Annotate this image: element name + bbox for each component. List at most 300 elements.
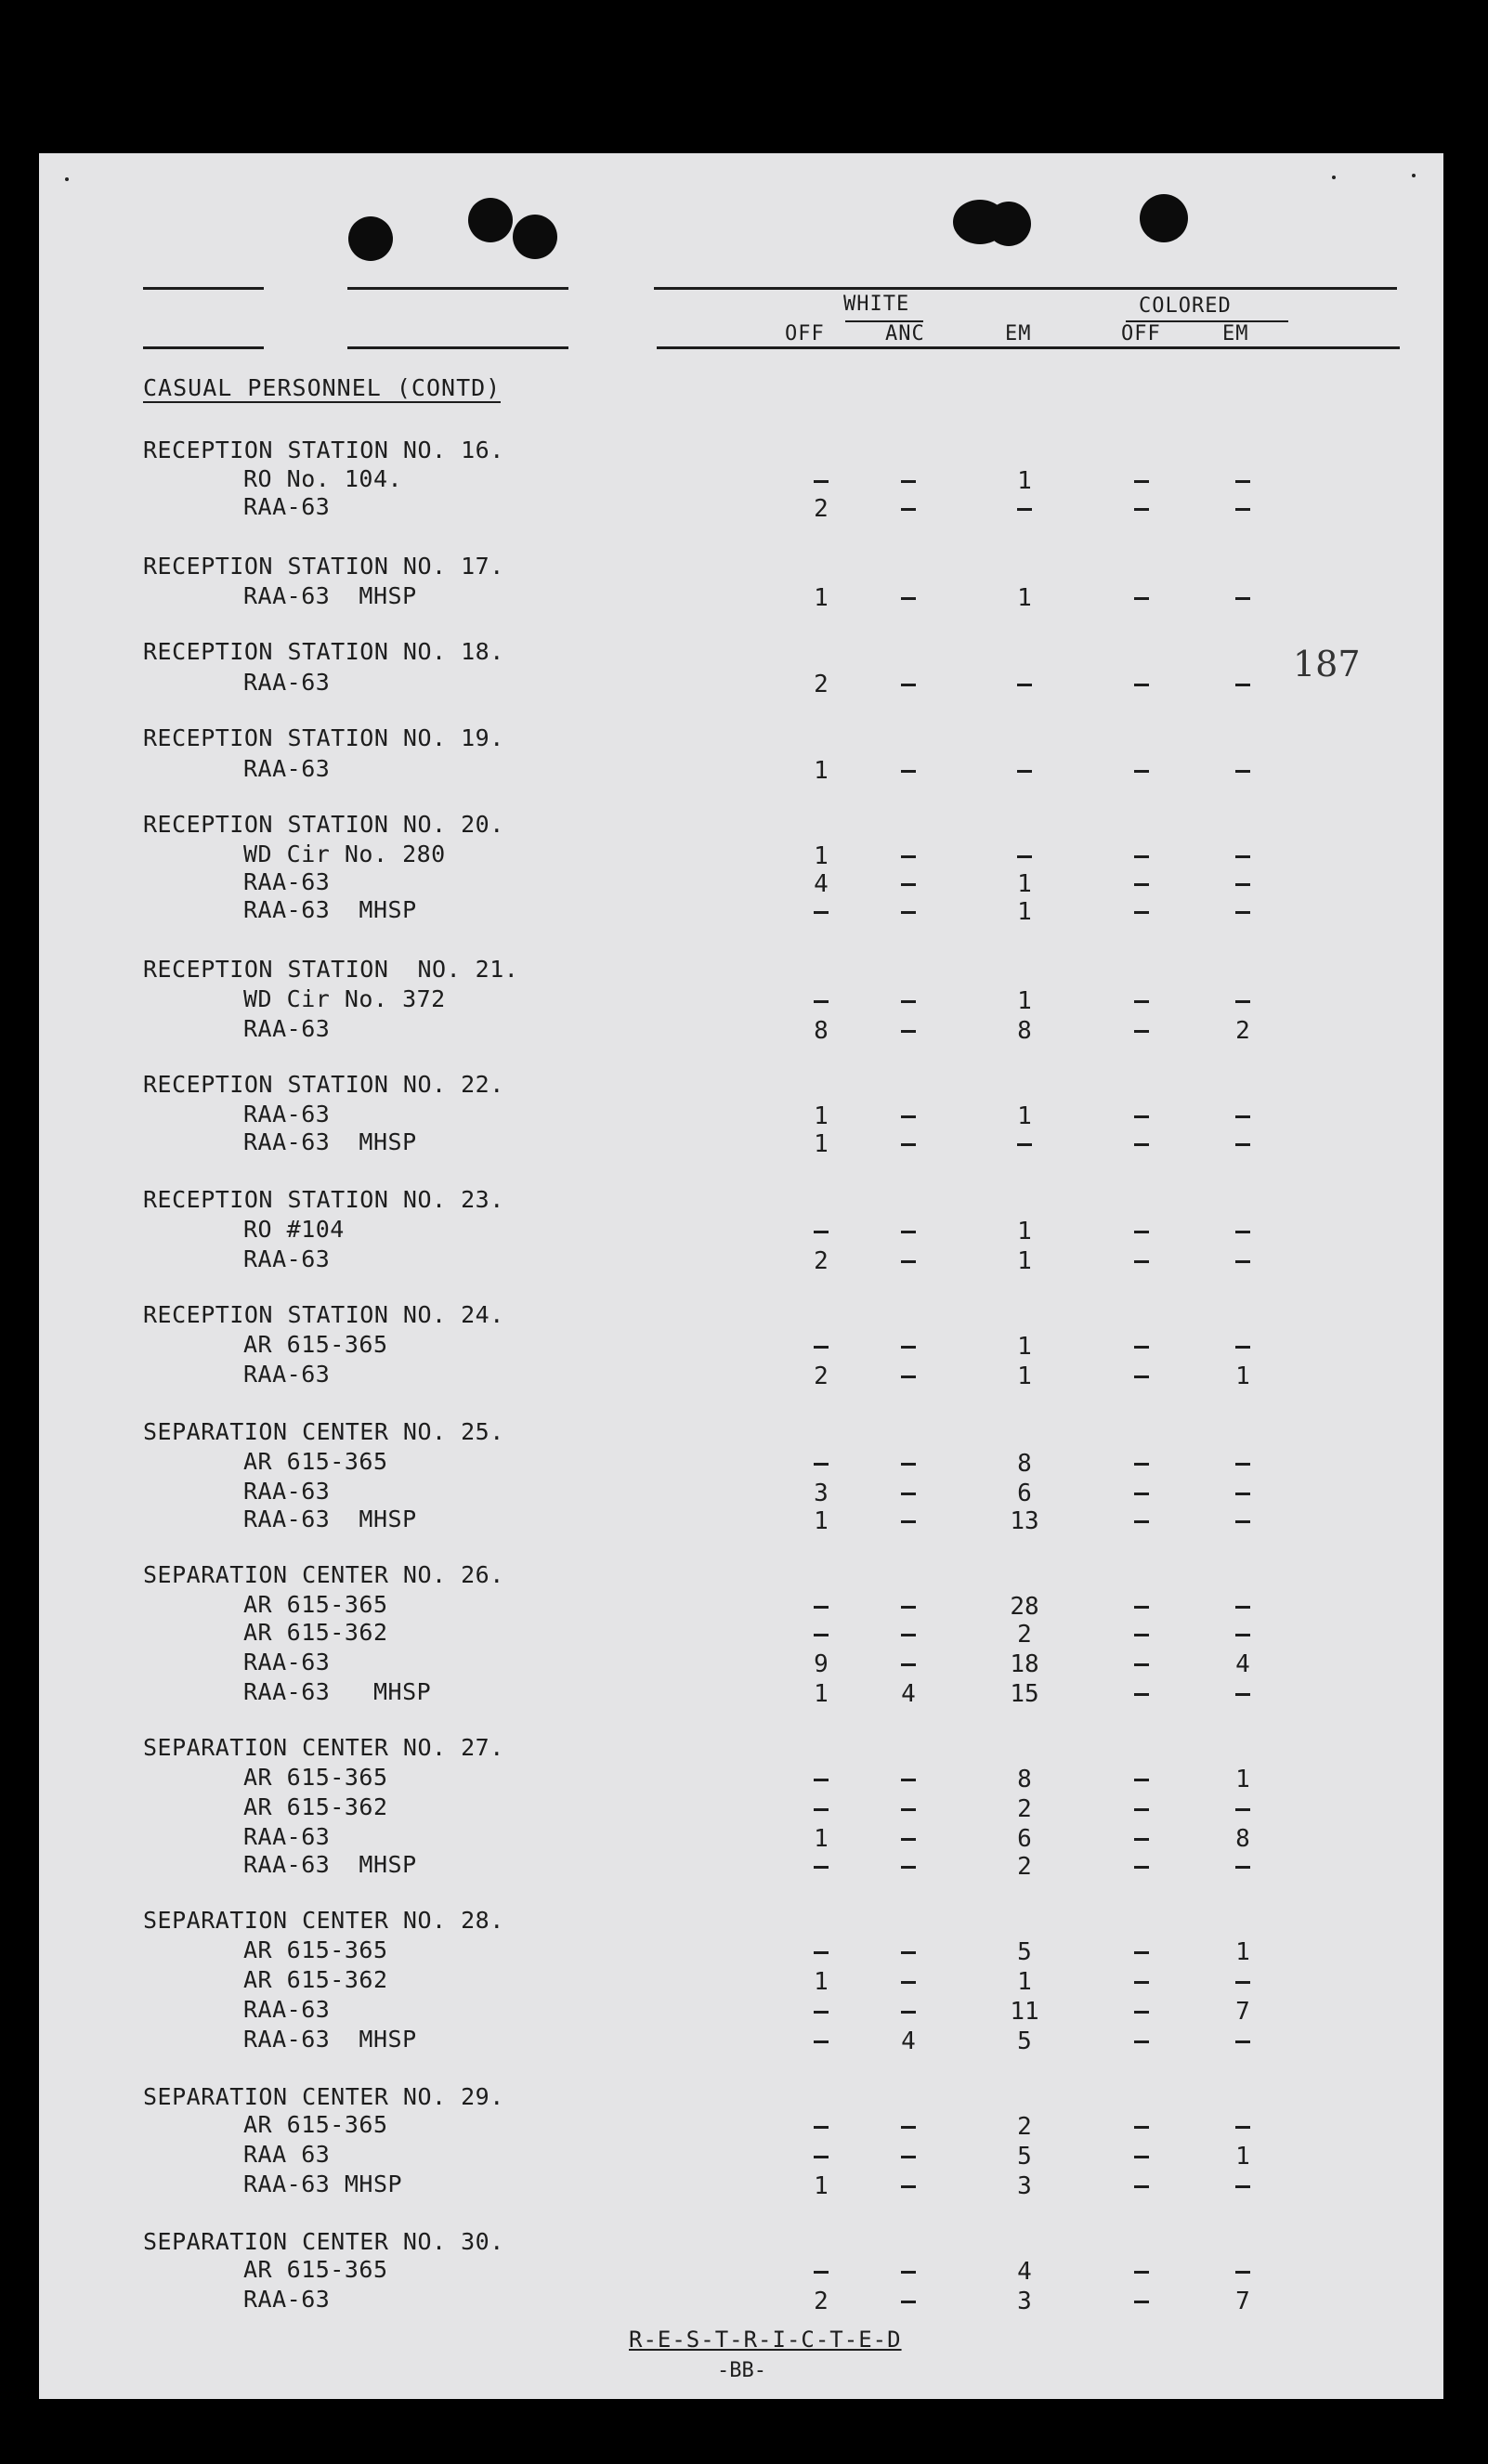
dash-mark (1134, 1866, 1149, 1869)
table-cell: 2 (814, 671, 829, 698)
dash-mark (814, 2271, 829, 2274)
table-cell: 1 (814, 1968, 829, 1996)
dash-mark (1134, 911, 1149, 914)
authority-label: AR 615-365 (243, 1764, 388, 1791)
table-cell (997, 495, 1052, 523)
table-cell: 5 (1017, 1938, 1032, 1966)
table-cell (1215, 2172, 1271, 2200)
dash-mark (901, 1981, 916, 1984)
table-cell (1114, 1853, 1169, 1881)
table-cell: 4 (814, 870, 829, 898)
dash-mark (1235, 1520, 1250, 1523)
table-cell: 1 (1017, 987, 1032, 1015)
table-cell (881, 1362, 936, 1390)
dash-mark (1134, 1143, 1149, 1146)
dash-mark (1235, 1346, 1250, 1349)
dash-mark (1235, 1000, 1250, 1003)
table-cell: 1 (1017, 870, 1032, 898)
table-cell (881, 1480, 936, 1507)
dash-mark (901, 2126, 916, 2129)
authority-label: RAA-63 (243, 868, 331, 895)
table-cell (1114, 2143, 1169, 2171)
authority-label: AR 615-362 (243, 1793, 388, 1820)
header-rule (347, 287, 568, 290)
table-cell (793, 1450, 849, 1478)
table-cell: 2 (1017, 2113, 1032, 2141)
table-cell (1215, 987, 1271, 1015)
table-cell (881, 757, 936, 785)
table-cell (1215, 467, 1271, 495)
dash-mark (1134, 1981, 1149, 1984)
dash-mark (1235, 1693, 1250, 1696)
table-cell (1114, 1680, 1169, 1708)
table-cell: 2 (814, 495, 829, 523)
table-cell (1114, 671, 1169, 698)
dash-mark (1134, 2271, 1149, 2274)
authority-label: RAA-63 (243, 755, 331, 782)
dash-mark (1134, 1808, 1149, 1811)
punch-hole (348, 216, 393, 261)
table-cell (1215, 1621, 1271, 1649)
dash-mark (1235, 1463, 1250, 1466)
table-cell: 4 (1017, 2258, 1032, 2286)
station-heading: SEPARATION CENTER NO. 29. (143, 2083, 504, 2110)
footer-code: -BB- (717, 2359, 766, 2382)
table-cell (1215, 1333, 1271, 1361)
dash-mark (814, 1463, 829, 1466)
table-cell: 2 (814, 2288, 829, 2315)
table-cell (881, 584, 936, 612)
dash-mark (1134, 1346, 1149, 1349)
table-cell (1114, 1362, 1169, 1390)
table-cell (881, 898, 936, 926)
table-cell (1114, 467, 1169, 495)
table-cell (881, 1130, 936, 1158)
dash-mark (1017, 684, 1032, 686)
dash-mark (1134, 597, 1149, 600)
dash-mark (1134, 2301, 1149, 2303)
dash-mark (901, 2301, 916, 2303)
dash-mark (1134, 2011, 1149, 2014)
table-cell (1114, 1621, 1169, 1649)
station-heading: RECEPTION STATION NO. 24. (143, 1301, 504, 1328)
dash-mark (1134, 2040, 1149, 2043)
dash-mark (1134, 1000, 1149, 1003)
dash-mark (901, 855, 916, 858)
dash-mark (1134, 1375, 1149, 1378)
authority-label: AR 615-365 (243, 1448, 388, 1475)
table-cell (881, 1593, 936, 1621)
document-page (39, 153, 1443, 2399)
page-number: 187 (1293, 644, 1361, 684)
dash-mark (1134, 2185, 1149, 2188)
authority-label: RAA-63 MHSP (243, 1506, 417, 1532)
table-cell: 8 (814, 1017, 829, 1045)
dash-mark (814, 1634, 829, 1636)
table-cell: 7 (1235, 1998, 1250, 2026)
table-cell: 1 (1235, 1362, 1250, 1390)
table-cell: 9 (814, 1650, 829, 1678)
dash-mark (814, 1346, 829, 1349)
table-cell (793, 1766, 849, 1793)
dash-mark (1235, 1634, 1250, 1636)
table-cell (881, 495, 936, 523)
dash-mark (901, 1779, 916, 1781)
table-cell: 1 (1017, 1102, 1032, 1130)
dash-mark (1235, 597, 1250, 600)
table-cell (1114, 842, 1169, 870)
table-cell: 1 (1017, 584, 1032, 612)
dash-mark (1134, 1231, 1149, 1233)
authority-label: RAA-63 MHSP (243, 582, 417, 609)
table-cell: 4 (1235, 1650, 1250, 1678)
dash-mark (1235, 2271, 1250, 2274)
table-cell (1114, 1938, 1169, 1966)
dash-mark (901, 1346, 916, 1349)
table-cell (881, 2143, 936, 2171)
table-cell (1215, 1102, 1271, 1130)
dash-mark (1017, 1143, 1032, 1146)
dash-mark (1235, 2126, 1250, 2129)
table-cell (1215, 1680, 1271, 1708)
table-cell: 3 (814, 1480, 829, 1507)
dash-mark (901, 1115, 916, 1118)
table-cell: 1 (814, 1130, 829, 1158)
table-cell: 2 (1017, 1795, 1032, 1823)
table-cell (1114, 757, 1169, 785)
dash-mark (901, 2271, 916, 2274)
table-cell: 28 (1010, 1593, 1039, 1621)
dash-mark (814, 1606, 829, 1609)
header-rule (347, 346, 568, 349)
dash-mark (1134, 1030, 1149, 1033)
dash-mark (901, 1808, 916, 1811)
dash-mark (901, 1951, 916, 1954)
authority-label: AR 615-365 (243, 1331, 388, 1358)
table-cell: 2 (814, 1247, 829, 1275)
table-cell (1114, 1968, 1169, 1996)
dash-mark (1235, 911, 1250, 914)
dash-mark (1017, 508, 1032, 511)
table-cell (881, 987, 936, 1015)
table-cell (793, 898, 849, 926)
dash-mark (1134, 1779, 1149, 1781)
header-col-colored-em: EM (1222, 322, 1249, 345)
dash-mark (814, 2011, 829, 2014)
authority-label: RAA-63 MHSP (243, 1851, 417, 1878)
dash-mark (1235, 1866, 1250, 1869)
speck (1332, 176, 1336, 179)
authority-label: RAA 63 (243, 2141, 331, 2168)
table-cell: 1 (1017, 1218, 1032, 1245)
table-cell (881, 2288, 936, 2315)
station-heading: RECEPTION STATION NO. 22. (143, 1071, 504, 1098)
dash-mark (901, 1260, 916, 1263)
dash-mark (1134, 684, 1149, 686)
table-cell (1215, 1795, 1271, 1823)
dash-mark (1134, 1634, 1149, 1636)
dash-mark (1134, 508, 1149, 511)
table-cell (1215, 898, 1271, 926)
dash-mark (1134, 1493, 1149, 1495)
authority-label: WD Cir No. 372 (243, 985, 446, 1012)
table-cell (793, 1593, 849, 1621)
authority-label: WD Cir No. 280 (243, 841, 446, 867)
dash-mark (901, 1838, 916, 1841)
authority-label: RAA-63 MHSP (243, 896, 417, 923)
dash-mark (901, 2185, 916, 2188)
table-cell (1215, 1450, 1271, 1478)
table-cell (793, 2027, 849, 2055)
dash-mark (901, 1463, 916, 1466)
table-cell (997, 757, 1052, 785)
dash-mark (814, 1808, 829, 1811)
table-cell (1114, 1218, 1169, 1245)
dash-mark (901, 684, 916, 686)
authority-label: RAA-63 (243, 1245, 331, 1272)
table-cell: 8 (1017, 1766, 1032, 1793)
table-cell (881, 1247, 936, 1275)
header-rule (143, 287, 264, 290)
table-cell (1114, 1766, 1169, 1793)
table-cell (793, 1853, 849, 1881)
table-cell (997, 671, 1052, 698)
table-cell (881, 467, 936, 495)
authority-label: RAA-63 (243, 1996, 331, 2023)
table-cell: 7 (1235, 2288, 1250, 2315)
dash-mark (1134, 1463, 1149, 1466)
authority-label: AR 615-362 (243, 1966, 388, 1993)
dash-mark (1134, 1520, 1149, 1523)
table-cell (1215, 842, 1271, 870)
table-cell (793, 2113, 849, 2141)
table-cell: 1 (1235, 1766, 1250, 1793)
station-heading: SEPARATION CENTER NO. 30. (143, 2228, 504, 2255)
station-heading: RECEPTION STATION NO. 17. (143, 553, 504, 580)
station-heading: RECEPTION STATION NO. 19. (143, 724, 504, 751)
dash-mark (901, 1866, 916, 1869)
table-cell (881, 2172, 936, 2200)
table-cell (1215, 2113, 1271, 2141)
table-cell (1215, 1247, 1271, 1275)
table-cell (793, 467, 849, 495)
dash-mark (1134, 1693, 1149, 1696)
dash-mark (814, 480, 829, 483)
dash-mark (901, 1143, 916, 1146)
dash-mark (1134, 770, 1149, 773)
table-cell (793, 1998, 849, 2026)
dash-mark (901, 911, 916, 914)
dash-mark (901, 597, 916, 600)
table-cell (881, 1998, 936, 2026)
table-cell: 3 (1017, 2288, 1032, 2315)
authority-label: RAA-63 (243, 1361, 331, 1388)
authority-label: RAA-63 (243, 1478, 331, 1505)
dash-mark (1235, 2185, 1250, 2188)
table-cell: 1 (1017, 1968, 1032, 1996)
dash-mark (1134, 855, 1149, 858)
dash-mark (1235, 1606, 1250, 1609)
table-cell (1215, 1480, 1271, 1507)
table-cell: 1 (1017, 1362, 1032, 1390)
table-cell: 5 (1017, 2027, 1032, 2055)
table-cell (1114, 2172, 1169, 2200)
table-cell (881, 1853, 936, 1881)
dash-mark (814, 1951, 829, 1954)
table-cell (1215, 870, 1271, 898)
table-cell (1215, 1593, 1271, 1621)
table-cell (881, 842, 936, 870)
authority-label: AR 615-365 (243, 2111, 388, 2138)
table-cell: 1 (1235, 1938, 1250, 1966)
table-cell (1114, 584, 1169, 612)
table-cell (1114, 1998, 1169, 2026)
table-cell (881, 1017, 936, 1045)
dash-mark (814, 1866, 829, 1869)
dash-mark (1134, 2126, 1149, 2129)
dash-mark (901, 1231, 916, 1233)
dash-mark (1017, 855, 1032, 858)
table-cell (1114, 495, 1169, 523)
section-title-text: CASUAL PERSONNEL (CONTD) (143, 374, 502, 401)
table-cell (1114, 1650, 1169, 1678)
table-cell (1114, 1825, 1169, 1853)
authority-label: AR 615-362 (243, 1619, 388, 1646)
header-rule (143, 346, 264, 349)
restricted-footer: R-E-S-T-R-I-C-T-E-D (629, 2327, 902, 2353)
station-heading: RECEPTION STATION NO. 23. (143, 1186, 504, 1213)
authority-label: RAA-63 (243, 1823, 331, 1850)
table-cell (997, 842, 1052, 870)
dash-mark (901, 1000, 916, 1003)
table-cell: 6 (1017, 1480, 1032, 1507)
table-cell (881, 1825, 936, 1853)
table-cell: 3 (1017, 2172, 1032, 2200)
table-cell (1215, 495, 1271, 523)
header-white: WHITE (843, 293, 910, 316)
authority-label: AR 615-365 (243, 1936, 388, 1963)
table-cell (881, 1650, 936, 1678)
dash-mark (901, 1520, 916, 1523)
table-cell: 13 (1010, 1507, 1039, 1535)
dash-mark (1235, 684, 1250, 686)
header-col-white-off: OFF (785, 322, 825, 345)
table-cell: 8 (1235, 1825, 1250, 1853)
dash-mark (1235, 883, 1250, 886)
dash-mark (1235, 1493, 1250, 1495)
speck (65, 177, 69, 181)
authority-label: RAA-63 MHSP (243, 1678, 432, 1705)
table-cell: 1 (814, 1102, 829, 1130)
authority-label: RAA-63 MHSP (243, 1128, 417, 1155)
table-cell: 1 (814, 842, 829, 870)
table-cell: 1 (1017, 1247, 1032, 1275)
authority-label: RAA-63 (243, 669, 331, 696)
table-cell: 1 (814, 1680, 829, 1708)
table-cell (1114, 1593, 1169, 1621)
table-cell (793, 2258, 849, 2286)
table-cell (1114, 1247, 1169, 1275)
punch-hole (1140, 194, 1188, 242)
dash-mark (901, 1493, 916, 1495)
table-cell (881, 1218, 936, 1245)
table-cell: 11 (1010, 1998, 1039, 2026)
dash-mark (1235, 1808, 1250, 1811)
authority-label: RAA-63 (243, 493, 331, 520)
table-cell: 2 (1017, 1621, 1032, 1649)
table-cell (881, 1333, 936, 1361)
table-cell (1114, 1480, 1169, 1507)
dash-mark (1017, 770, 1032, 773)
dash-mark (1235, 480, 1250, 483)
station-heading: RECEPTION STATION NO. 16. (143, 437, 504, 463)
table-cell (881, 1450, 936, 1478)
table-cell: 5 (1017, 2143, 1032, 2171)
section-title (143, 374, 501, 401)
authority-label: AR 615-365 (243, 1591, 388, 1618)
table-cell (881, 2258, 936, 2286)
table-cell (1114, 2288, 1169, 2315)
dash-mark (1134, 1951, 1149, 1954)
dash-mark (1134, 883, 1149, 886)
dash-mark (814, 1000, 829, 1003)
dash-mark (901, 1375, 916, 1378)
table-cell (881, 671, 936, 698)
dash-mark (901, 508, 916, 511)
table-cell: 2 (1235, 1017, 1250, 1045)
table-cell (793, 987, 849, 1015)
dash-mark (901, 770, 916, 773)
dash-mark (1235, 855, 1250, 858)
header-col-white-anc: ANC (885, 322, 925, 345)
table-cell: 2 (814, 1362, 829, 1390)
authority-label: RAA-63 (243, 2286, 331, 2313)
header-rule (654, 287, 1397, 290)
authority-label: RO No. 104. (243, 465, 403, 492)
table-cell: 15 (1010, 1680, 1039, 1708)
table-cell (1215, 2027, 1271, 2055)
table-cell (1114, 1333, 1169, 1361)
dash-mark (814, 2126, 829, 2129)
dash-mark (901, 883, 916, 886)
table-cell: 18 (1010, 1650, 1039, 1678)
authority-label: RAA-63 MHSP (243, 2171, 403, 2197)
table-cell: 1 (814, 1825, 829, 1853)
dash-mark (1134, 1606, 1149, 1609)
table-cell (1215, 757, 1271, 785)
table-cell (881, 1795, 936, 1823)
table-cell (1215, 1218, 1271, 1245)
table-cell (881, 870, 936, 898)
table-cell (881, 2113, 936, 2141)
table-cell: 6 (1017, 1825, 1032, 1853)
table-cell (1114, 1017, 1169, 1045)
table-cell (1114, 2027, 1169, 2055)
table-cell (881, 1766, 936, 1793)
station-heading: RECEPTION STATION NO. 21. (143, 956, 519, 983)
table-cell (1114, 987, 1169, 1015)
table-cell (1114, 1795, 1169, 1823)
station-heading: SEPARATION CENTER NO. 25. (143, 1418, 504, 1445)
table-cell: 1 (1017, 898, 1032, 926)
authority-label: AR 615-365 (243, 2256, 388, 2283)
dash-mark (1134, 1115, 1149, 1118)
table-cell (1114, 2258, 1169, 2286)
station-heading: SEPARATION CENTER NO. 27. (143, 1734, 504, 1761)
authority-label: RAA-63 (243, 1015, 331, 1042)
table-cell (881, 1621, 936, 1649)
table-cell (793, 1938, 849, 1966)
